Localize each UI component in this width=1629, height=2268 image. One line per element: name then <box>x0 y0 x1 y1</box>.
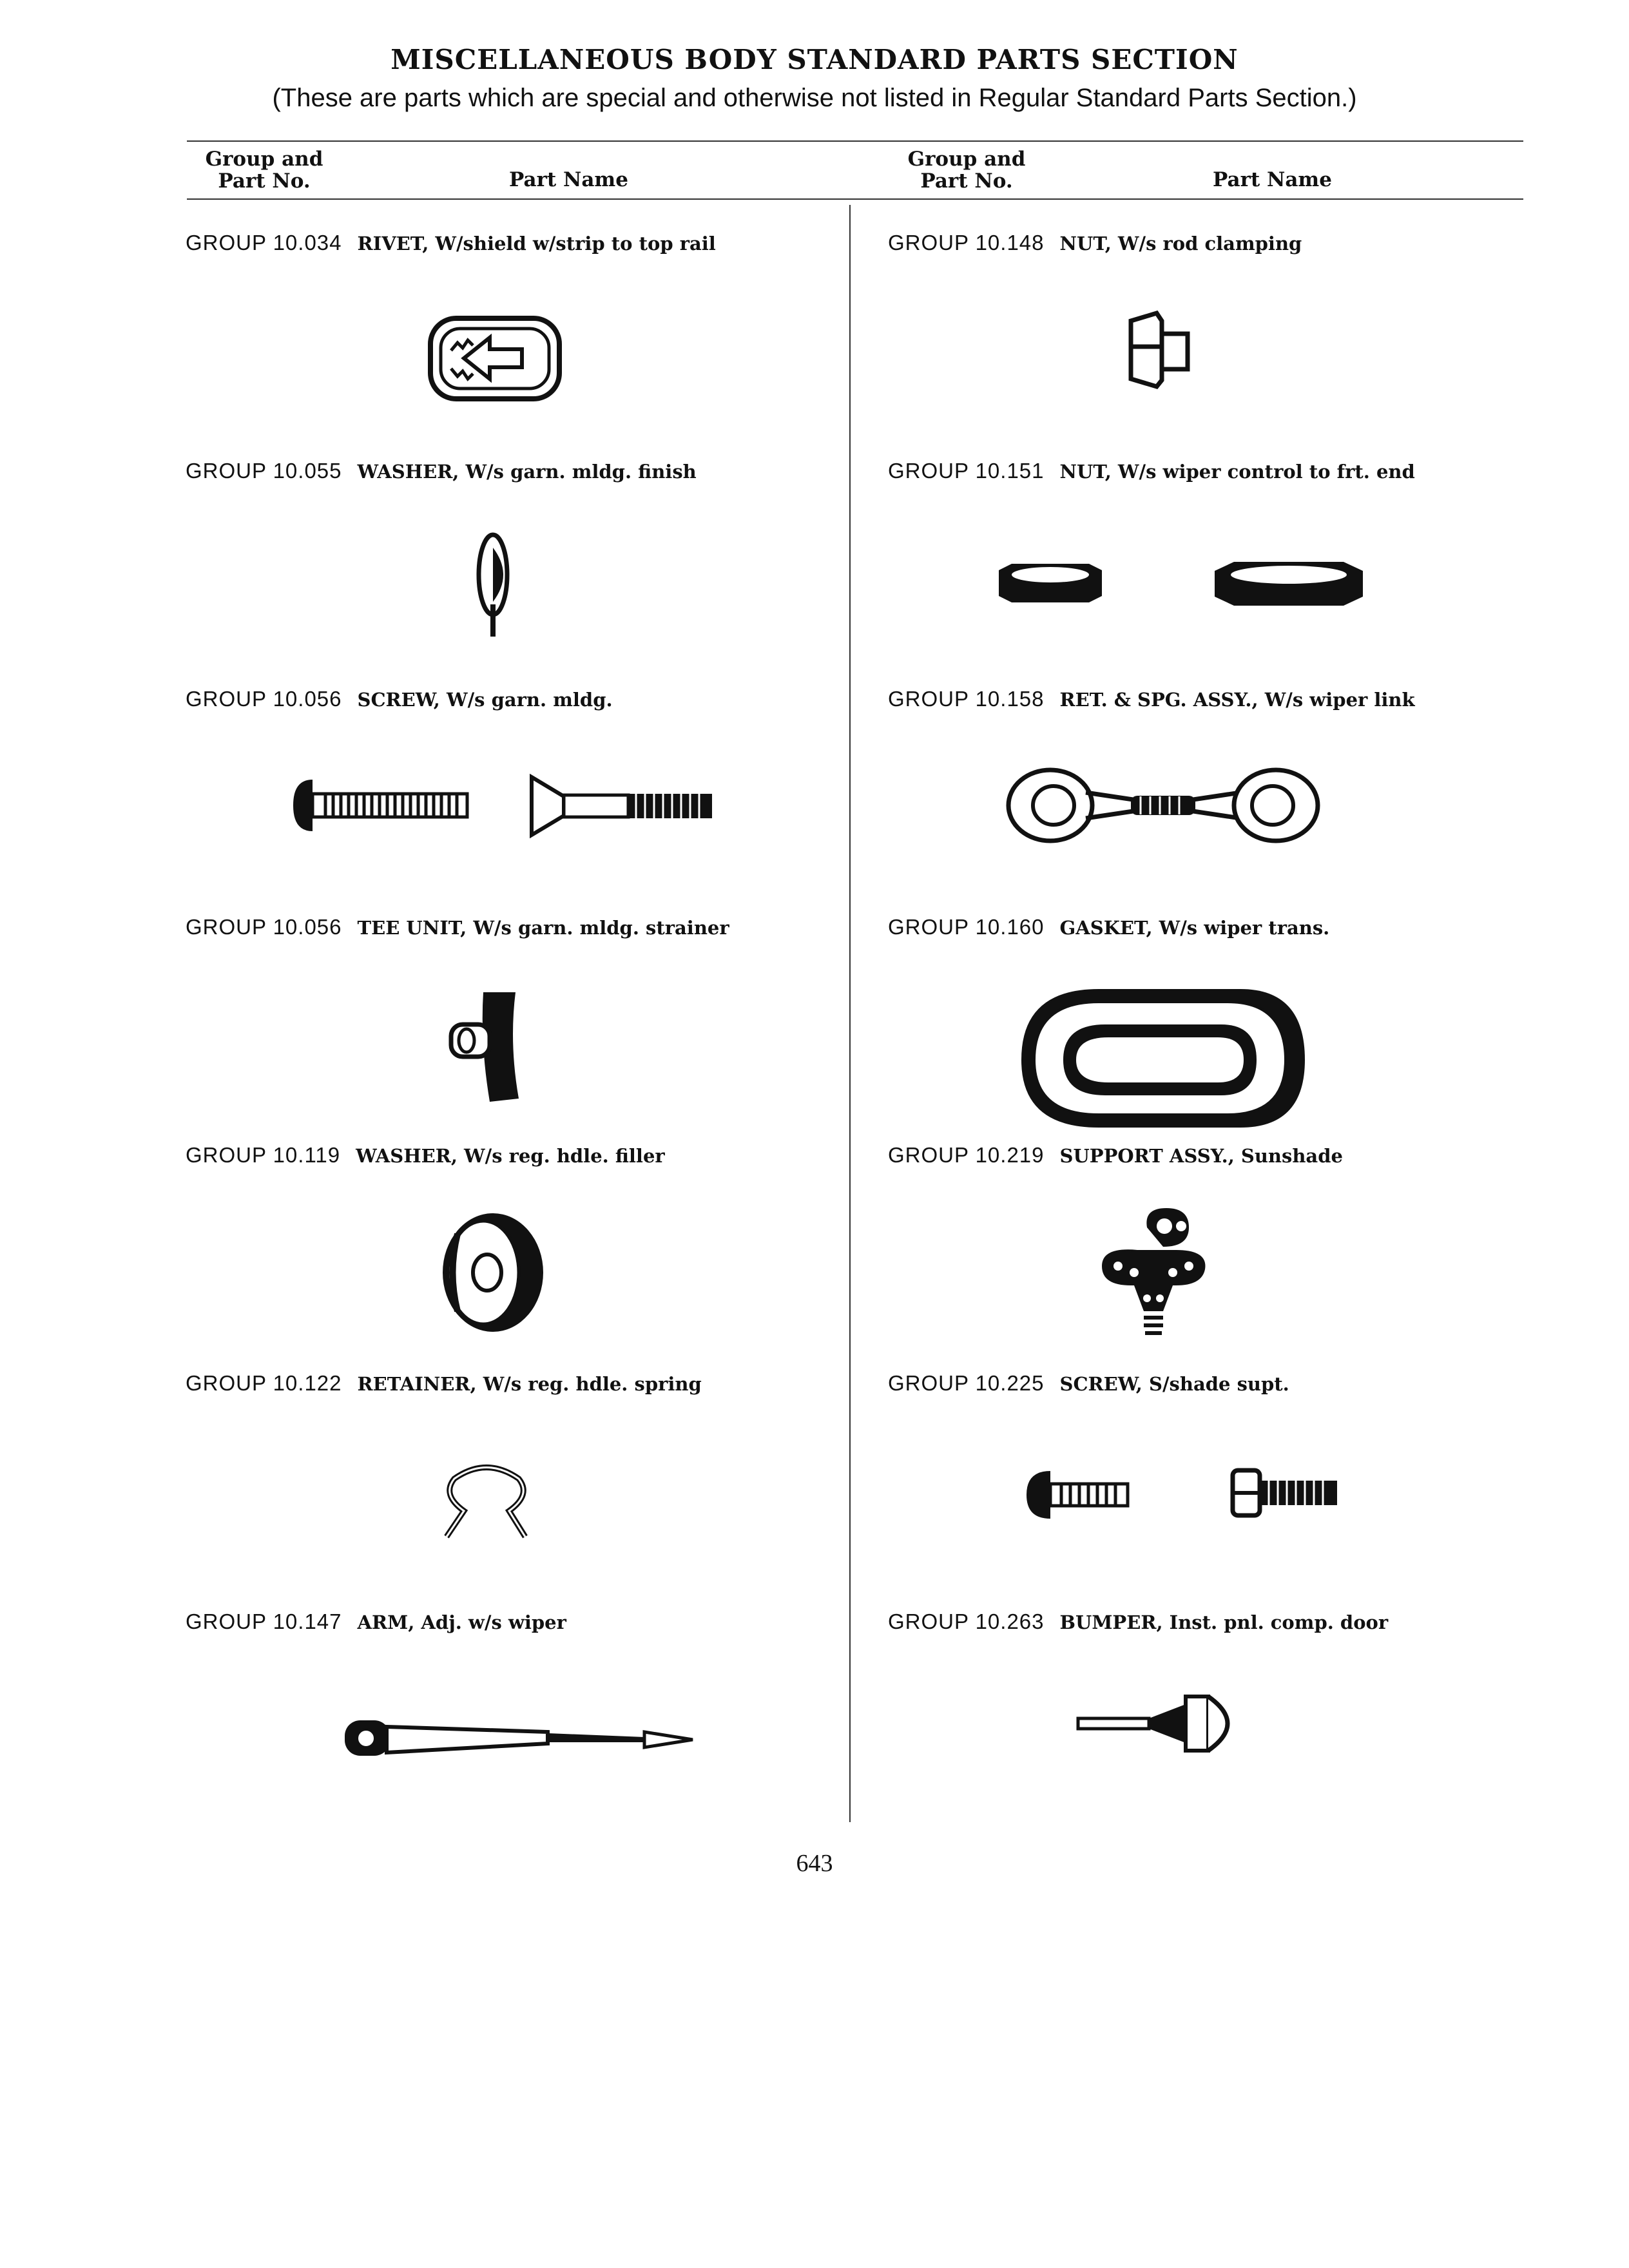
nut-wiper-small-illustration <box>992 561 1108 606</box>
group-number: GROUP 10.034 <box>186 231 342 255</box>
tee-unit-illustration <box>445 986 528 1108</box>
part-entry-retainer <box>186 1371 702 1396</box>
group-number: GROUP 10.158 <box>888 687 1045 711</box>
part-name: BUMPER, Inst. pnl. comp. door <box>1059 1611 1389 1633</box>
part-entry-washer-finish <box>186 459 697 483</box>
page-title: MISCELLANEOUS BODY STANDARD PARTS SECTION <box>390 44 1239 75</box>
group-number: GROUP 10.055 <box>186 459 342 483</box>
rivet-illustration <box>425 312 567 408</box>
group-number: GROUP 10.147 <box>186 1610 342 1633</box>
part-name: NUT, W/s rod clamping <box>1059 233 1302 255</box>
group-number: GROUP 10.056 <box>186 915 342 939</box>
part-entry-washer-filler <box>186 1143 665 1168</box>
retainer-illustration <box>429 1463 545 1546</box>
part-name: WASHER, W/s garn. mldg. finish <box>357 461 697 483</box>
screw-shade-round-illustration <box>1021 1466 1134 1524</box>
nut-wiper-large-illustration <box>1208 558 1369 610</box>
part-name: RETAINER, W/s reg. hdle. spring <box>357 1373 702 1395</box>
wiper-arm-illustration <box>342 1707 702 1765</box>
ret-spring-assy-illustration <box>1002 760 1324 850</box>
part-entry-nut-clamping <box>888 231 1302 255</box>
bumper-illustration <box>1073 1685 1253 1762</box>
page-number: 643 <box>796 1850 833 1877</box>
group-number: GROUP 10.151 <box>888 459 1045 483</box>
part-name: TEE UNIT, W/s garn. mldg. strainer <box>357 917 729 939</box>
part-name: GASKET, W/s wiper trans. <box>1059 917 1330 939</box>
right-group-header-line1: Group and <box>907 148 1026 171</box>
part-entry-bumper <box>888 1610 1388 1634</box>
part-entry-gasket <box>888 915 1329 939</box>
support-assy-illustration <box>1092 1202 1215 1343</box>
group-number: GROUP 10.219 <box>888 1143 1045 1167</box>
part-name: ARM, Adj. w/s wiper <box>357 1611 566 1633</box>
left-group-header-line2: Part No. <box>218 169 311 193</box>
part-name: RIVET, W/shield w/strip to top rail <box>357 233 716 255</box>
part-entry-nut-wiper-control <box>888 459 1415 483</box>
screw-garn-flat-illustration <box>525 771 718 841</box>
group-number: GROUP 10.263 <box>888 1610 1045 1633</box>
column-divider <box>849 205 851 1822</box>
part-entry-screw-shade <box>888 1371 1289 1396</box>
screw-shade-hex-illustration <box>1228 1464 1344 1522</box>
group-number: GROUP 10.225 <box>888 1371 1045 1395</box>
part-entry-tee-unit <box>186 915 729 939</box>
left-name-header: Part Name <box>509 168 628 191</box>
group-number: GROUP 10.122 <box>186 1371 342 1395</box>
washer-finish-illustration <box>474 528 519 644</box>
nut-clamping-illustration <box>1124 308 1195 392</box>
right-group-header <box>896 148 1037 192</box>
left-group-header-line1: Group and <box>205 148 323 171</box>
left-group-header <box>193 148 335 192</box>
right-group-header-line2: Part No. <box>920 169 1013 193</box>
part-name: WASHER, W/s reg. hdle. filler <box>356 1145 665 1167</box>
part-entry-ret-spg-assy <box>888 687 1415 711</box>
header-top-rule <box>187 140 1523 142</box>
screw-garn-round-illustration <box>287 773 474 838</box>
part-name: SUPPORT ASSY., Sunshade <box>1059 1145 1343 1167</box>
part-entry-screw-garn <box>186 687 613 711</box>
part-name: RET. & SPG. ASSY., W/s wiper link <box>1059 689 1415 711</box>
washer-filler-illustration <box>432 1208 548 1337</box>
group-number: GROUP 10.119 <box>186 1143 341 1167</box>
right-name-header: Part Name <box>1213 168 1332 191</box>
header-bottom-rule <box>187 198 1523 200</box>
group-number: GROUP 10.056 <box>186 687 342 711</box>
part-name: SCREW, W/s garn. mldg. <box>357 689 613 711</box>
part-name: SCREW, S/shade supt. <box>1059 1373 1289 1395</box>
part-entry-arm <box>186 1610 566 1634</box>
group-number: GROUP 10.160 <box>888 915 1045 939</box>
group-number: GROUP 10.148 <box>888 231 1045 255</box>
page-subtitle: (These are parts which are special and otherwise not listed in Regular Standard Parts Section.) <box>272 84 1357 112</box>
part-entry-support-assy <box>888 1143 1343 1168</box>
part-entry-rivet <box>186 231 716 255</box>
gasket-illustration <box>1008 970 1318 1137</box>
part-name: NUT, W/s wiper control to frt. end <box>1059 461 1415 483</box>
